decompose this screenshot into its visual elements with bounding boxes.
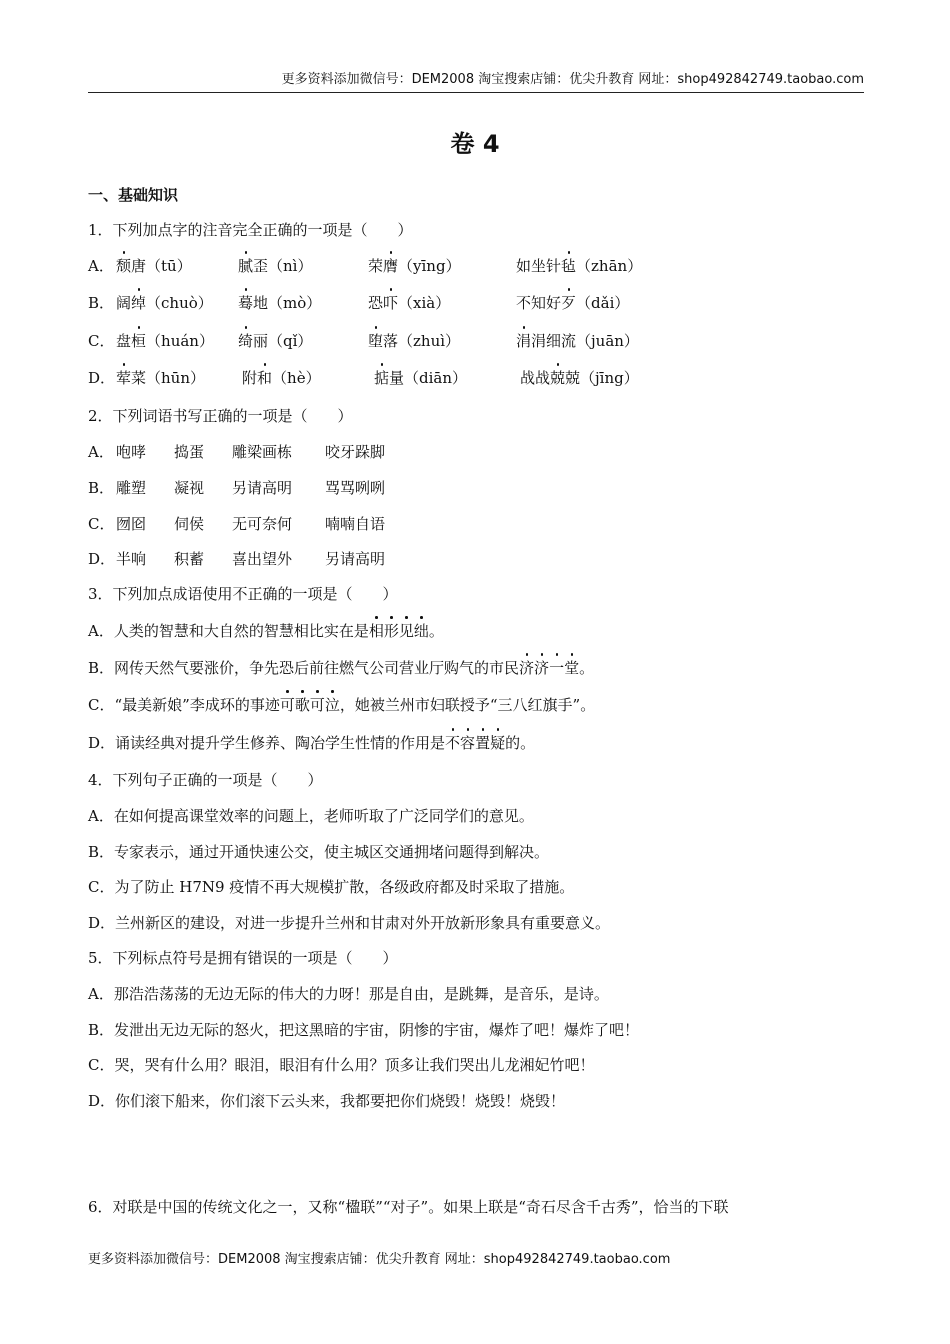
dotted-char: 置 bbox=[475, 734, 491, 752]
dotted-char: 堂 bbox=[564, 659, 580, 677]
q2-stem: 2．下列词语书写正确的一项是（ ） bbox=[88, 407, 353, 425]
q2-d-word: 积蓄 bbox=[174, 550, 205, 568]
q2-option-a-label: A． bbox=[88, 443, 114, 461]
q2-a-word: 咆哮 bbox=[116, 443, 147, 461]
q1-d-word1: 荤菜（hūn） bbox=[116, 369, 205, 387]
q2-a-word: 咬牙跺脚 bbox=[325, 443, 386, 461]
dotted-char: 歌 bbox=[294, 696, 310, 714]
q3-option-d: D．诵读经典对提升学生修养、陶冶学生性情的作用是不容置疑的。 bbox=[88, 734, 536, 752]
q1-option-b-label: B． bbox=[88, 294, 115, 312]
dotted-char: 泣 bbox=[324, 696, 340, 714]
q5-option-a: A．那浩浩荡荡的无边无际的伟大的力呀！那是自由，是跳舞，是音乐，是诗。 bbox=[88, 985, 609, 1003]
dotted-char: 容 bbox=[460, 734, 476, 752]
dotted-char: 济 bbox=[519, 659, 535, 677]
dotted-char: 疑 bbox=[490, 734, 506, 752]
dotted-char: 相 bbox=[368, 622, 384, 640]
q1-c-word2: 绮丽（qǐ） bbox=[238, 332, 313, 350]
q1-d-word4: 战战兢兢（jīng） bbox=[520, 369, 639, 387]
q5-option-d: D．你们滚下船来，你们滚下云头来，我都要把你们烧毁！烧毁！烧毁！ bbox=[88, 1092, 566, 1110]
q2-d-word: 喜出望外 bbox=[232, 550, 293, 568]
q2-b-word: 骂骂咧咧 bbox=[325, 479, 386, 497]
q3-option-c: C．“最美新娘”李成环的事迹可歌可泣，她被兰州市妇联授予“三八红旗手”。 bbox=[88, 696, 596, 714]
q3-option-b: B．网传天然气要涨价，争先恐后前往燃气公司营业厅购气的市民济济一堂。 bbox=[88, 659, 595, 677]
q1-b-word4: 不知好歹（dǎi） bbox=[516, 294, 630, 312]
q2-a-word: 捣蛋 bbox=[174, 443, 205, 461]
dotted-char: 济 bbox=[534, 659, 550, 677]
q2-b-word: 另请高明 bbox=[232, 479, 293, 497]
q2-d-word: 半响 bbox=[116, 550, 147, 568]
q2-c-word: 喃喃自语 bbox=[325, 515, 386, 533]
q2-c-word: 伺侯 bbox=[174, 515, 205, 533]
q2-c-word: 囫囵 bbox=[116, 515, 147, 533]
q2-b-word: 凝视 bbox=[174, 479, 205, 497]
q2-option-b-label: B． bbox=[88, 479, 115, 497]
q2-d-word: 另请高明 bbox=[325, 550, 386, 568]
q1-d-word3: 掂量（diān） bbox=[374, 369, 468, 387]
dotted-char: 一 bbox=[549, 659, 565, 677]
q1-option-d-label: D． bbox=[88, 369, 116, 387]
q3-stem: 3．下列加点成语使用不正确的一项是（ ） bbox=[88, 585, 398, 603]
q1-b-word2: 蓦地（mò） bbox=[238, 294, 322, 312]
dotted-char: 不 bbox=[445, 734, 461, 752]
q2-a-word: 雕梁画栋 bbox=[232, 443, 293, 461]
q4-option-d: D．兰州新区的建设，对进一步提升兰州和甘肃对外开放新形象具有重要意义。 bbox=[88, 914, 611, 932]
q2-c-word: 无可奈何 bbox=[232, 515, 293, 533]
q1-a-word1: 颓唐（tū） bbox=[116, 257, 192, 275]
q1-d-word2: 附和（hè） bbox=[242, 369, 321, 387]
q3-option-a: A．人类的智慧和大自然的智慧相比实在是相形见绌。 bbox=[88, 622, 444, 640]
q4-option-c: C．为了防止 H7N9 疫情不再大规模扩散，各级政府都及时采取了措施。 bbox=[88, 878, 575, 896]
q1-b-word3: 恐吓（xià） bbox=[368, 294, 451, 312]
section-heading: 一、基础知识 bbox=[88, 186, 179, 204]
q1-a-word4: 如坐针毡（zhān） bbox=[516, 257, 643, 275]
q1-stem: 1．下列加点字的注音完全正确的一项是（ ） bbox=[88, 221, 413, 239]
q4-option-b: B．专家表示，通过开通快速公交，使主城区交通拥堵问题得到解决。 bbox=[88, 843, 550, 861]
q5-option-b: B．发泄出无边无际的怒火，把这黑暗的宇宙，阴惨的宇宙，爆炸了吧！爆炸了吧！ bbox=[88, 1021, 640, 1039]
q1-a-word2: 腻歪（nì） bbox=[238, 257, 313, 275]
dotted-char: 绌 bbox=[413, 622, 429, 640]
q1-c-word4: 涓涓细流（juān） bbox=[516, 332, 639, 350]
q1-c-word1: 盘桓（huán） bbox=[116, 332, 214, 350]
dotted-char: 可 bbox=[279, 696, 295, 714]
q2-option-c-label: C． bbox=[88, 515, 115, 533]
q1-option-c-label: C． bbox=[88, 332, 115, 350]
q2-b-word: 雕塑 bbox=[116, 479, 147, 497]
q2-option-d-label: D． bbox=[88, 550, 116, 568]
dotted-char: 可 bbox=[309, 696, 325, 714]
q1-a-word3: 荣膺（yīng） bbox=[368, 257, 461, 275]
q1-c-word3: 堕落（zhuì） bbox=[368, 332, 461, 350]
q5-stem: 5．下列标点符号是拥有错误的一项是（ ） bbox=[88, 949, 398, 967]
q4-option-a: A．在如何提高课堂效率的问题上，老师听取了广泛同学们的意见。 bbox=[88, 807, 534, 825]
page-header: 更多资料添加微信号：DEM2008 淘宝搜索店铺：优尖升教育 网址：shop492842749.taobao.com bbox=[88, 68, 864, 93]
dotted-char: 见 bbox=[398, 622, 414, 640]
page-footer: 更多资料添加微信号：DEM2008 淘宝搜索店铺：优尖升教育 网址：shop492842749.taobao.com bbox=[88, 1252, 671, 1267]
q1-option-a-label: A． bbox=[88, 257, 114, 275]
q5-option-c: C．哭，哭有什么用？眼泪，眼泪有什么用？顶多让我们哭出儿龙湘妃竹吧！ bbox=[88, 1056, 595, 1074]
q4-stem: 4．下列句子正确的一项是（ ） bbox=[88, 771, 323, 789]
q1-b-word1: 阔绰（chuò） bbox=[116, 294, 213, 312]
dotted-char: 形 bbox=[383, 622, 399, 640]
q6-stem: 6．对联是中国的传统文化之一，又称“楹联”“对子”。如果上联是“奇石尽含千古秀”，恰当的下联 bbox=[88, 1198, 729, 1216]
page-title: 卷 4 bbox=[450, 130, 500, 158]
